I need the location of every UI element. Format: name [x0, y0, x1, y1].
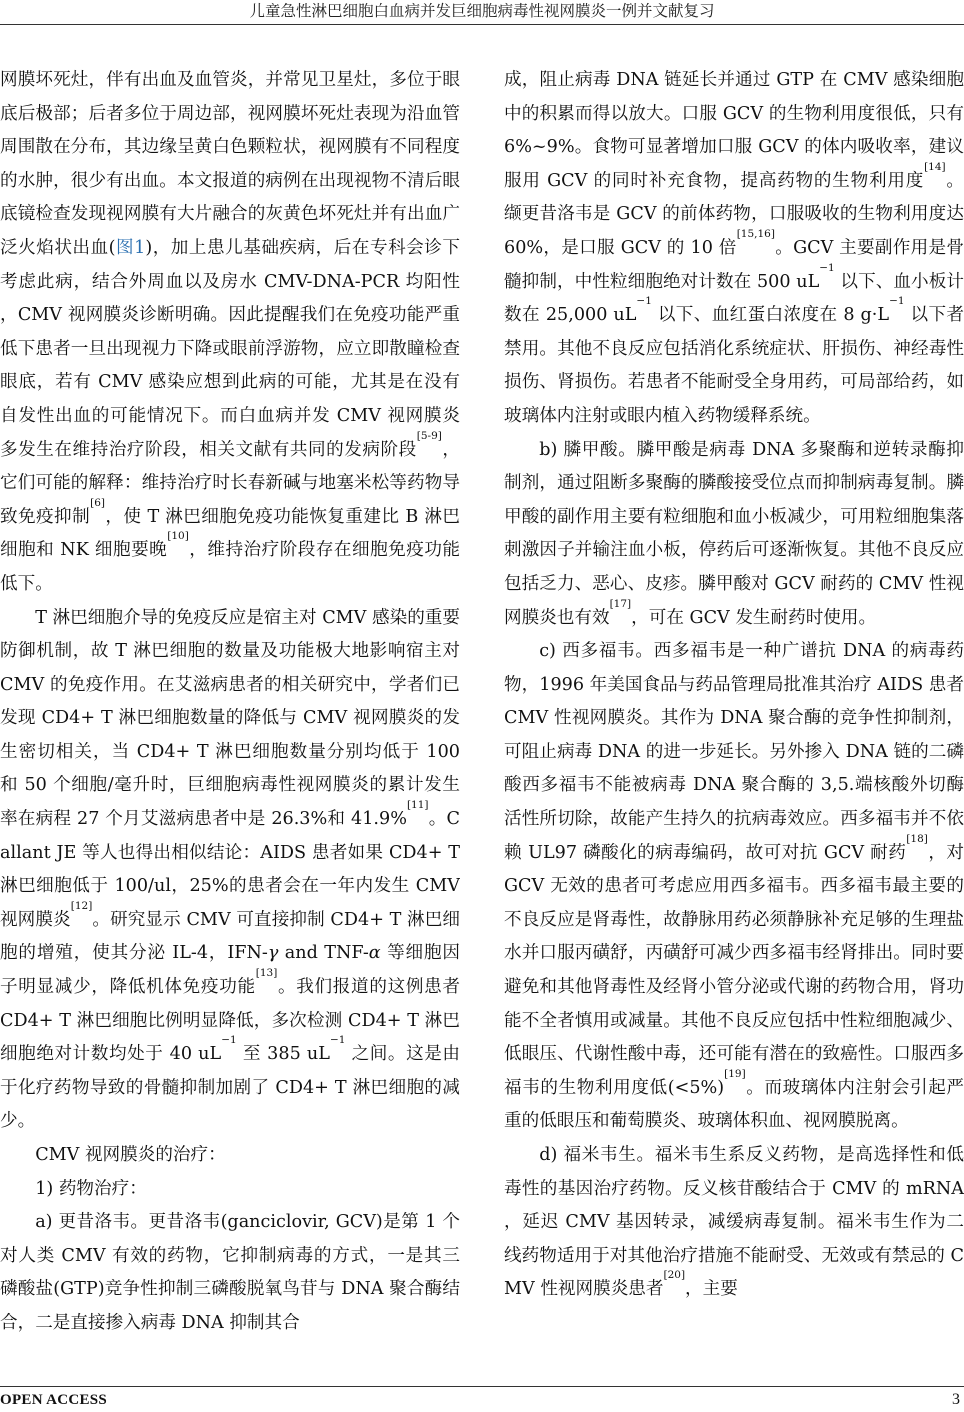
citation-10[interactable]: [10] — [167, 530, 189, 543]
citation-11[interactable]: [11] — [406, 799, 429, 812]
citation-5-9[interactable]: [5-9] — [416, 429, 442, 442]
right-paragraph-cidofovir: c) 西多福韦。西多福韦是一种广谱抗 DNA 的病毒药物，1996 年美国食品与药品管理局批准其治疗 AIDS 患者 CMV 性视网膜炎。其作为 DNA 聚合酶的竞争性抑制剂，可阻止病毒 DNA 的进一步延长。另外掺入 DNA 链的二磷酸西多福韦不能被病毒 DNA 聚合酶的 3,5.端核酸外切酶活性所切除，故能产生持久的抗病毒效应。西多福韦并不依赖 UL97 磷酸化的病毒编码，故可对抗 GCV 耐药[18]，对 GCV 无效的患者可考虑应用西多福韦。西多福韦最主要的不良反应是肾毒性，故静脉用药必须静脉补充足够的生理盐水并口服丙磺舒，丙磺舒可减少西多福韦经肾排出。同时要避免和其他肾毒性及经肾小管分泌或代谢的药物合用，肾功能不全者慎用或减量。其他不良反应包括中性粒细胞减少、低眼压、代谢性酸中毒，还可能有潜在的致癌性。口服西多福韦的生物利用度低(<5%)[19]。而玻璃体内注射会引起严重的低眼压和葡萄膜炎、玻璃体积血、视网膜脱离。 — [504, 641, 964, 1132]
right-column — [504, 64, 964, 1364]
right-paragraph-foscarnet: b) 膦甲酸。膦甲酸是病毒 DNA 多聚酶和逆转录酶抑制剂，通过阻断多聚酶的膦酸接受位点而抑制病毒复制。膦甲酸的副作用主要有粒细胞和血小板减少，可用粒细胞集落刺激因子并输注血小板，停药后可逐渐恢复。其他不良反应包括乏力、恶心、皮疹。膦甲酸对 GCV 耐药的 CMV 性视网膜炎也有效[17]，可在 GCV 发生耐药时使用。 — [504, 439, 964, 628]
figure-1-link[interactable]: 图1 — [115, 237, 146, 258]
citation-17[interactable]: [17] — [609, 597, 632, 610]
right-paragraph-fomivirsen: d) 福米韦生。福米韦生系反义药物，是高选择性和低毒性的基因治疗药物。反义核苷酸结合于 CMV 的 mRNA，延迟 CMV 基因转录，减缓病毒复制。福米韦生作为二线药物适用于对其他治疗措施不能耐受、无效或有禁忌的 CMV 性视网膜炎患者[20]，主要 — [504, 1145, 964, 1300]
citation-13[interactable]: [13] — [255, 967, 278, 980]
drug-therapy-heading: 1) 药物治疗： — [35, 1178, 147, 1199]
left-paragraph-1: 网膜坏死灶，伴有出血及血管炎，并常见卫星灶，多位于眼底后极部；后者多位于周边部，视网膜坏死灶表现为沿血管周围散在分布，其边缘呈黄白色颗粒状，视网膜有不同程度的水肿，很少有出血。本文报道的病例在出现视物不清后眼底镜检查发现视网膜有大片融合的灰黄色坏死灶并有出血广泛火焰状出血(图1)，加上患儿基础疾病，后在专科会诊下考虑此病，结合外周血以及房水 CMV-DNA-PCR 均阳性，CMV 视网膜炎诊断明确。因此提醒我们在免疫功能严重低下患者一旦出现视力下降或眼前浮游物，应立即散瞳检查眼底，若有 CMV 感染应想到此病的可能，尤其是在没有自发性出血的可能情况下。而白血病并发 CMV 视网膜炎多发生在维持治疗阶段，相关文献有共同的发病阶段[5-9]，它们可能的解释：维持治疗时长春新碱与地塞米松等药物导致免疫抑制[6]，使 T 淋巴细胞免疫功能恢复重建比 B 淋巴细胞和 NK 细胞要晚[10]，维持治疗阶段存在细胞免疫功能低下。 — [0, 70, 460, 594]
citation-18[interactable]: [18] — [906, 832, 928, 845]
citation-12[interactable]: [12] — [70, 899, 93, 912]
right-paragraph-1: 成，阻止病毒 DNA 链延长并通过 GTP 在 CMV 感染细胞中的积累而得以放大。口服 GCV 的生物利用度很低，只有 6%~9%。食物可显著增加口服 GCV 的体内吸收率，建议服用 GCV 的同时补充食物，提高药物的生物利用度[14]。缬更昔洛韦是 GCV 的前体药物，口服吸收的生物利用度达 60%，是口服 GCV 的 10 倍[15,16]。GCV 主要副作用是骨髓抑制，中性粒细胞绝对计数在 500 $uL^{-1}$ 以下、血小板计数在 25,000 $uL^{-1}$ 以下、血红蛋白浓度在 8 $g\cdot L^{-1}$ 以下者禁用。其他不良反应包括消化系统症状、肝损伤、神经毒性损伤、肾损伤。若患者不能耐受全身用药，可局部给药，如玻璃体内注射或眼内植入药物缓释系统。 — [504, 70, 964, 426]
citation-15-16[interactable]: [15,16] — [736, 227, 775, 240]
citation-19[interactable]: [19] — [724, 1067, 746, 1080]
header-divider — [0, 24, 964, 25]
citation-20[interactable]: [20] — [663, 1269, 686, 1282]
journal-footer: OPEN ACCESS — [0, 1392, 108, 1408]
page-number: 3 — [952, 1391, 960, 1408]
citation-14[interactable]: [14] — [924, 160, 946, 173]
left-paragraph-ganciclovir: a) 更昔洛韦。更昔洛韦(ganciclovir, GCV)是第 1 个对人类 CMV 有效的药物，它抑制病毒的方式，一是其三磷酸盐(GTP)竞争性抑制三磷酸脱氧鸟苷与 DNA 聚合酶结合，二是直接掺入病毒 DNA 抑制其合 — [0, 1212, 460, 1333]
footer-divider — [0, 1386, 964, 1387]
left-paragraph-2: T 淋巴细胞介导的免疫反应是宿主对 CMV 感染的重要防御机制，故 T 淋巴细胞的数量及功能极大地影响宿主对 CMV 的免疫作用。在艾滋病患者的相关研究中，学者们已发现 CD4+ T 淋巴细胞数量的降低与 CMV 视网膜炎的发生密切相关，当 CD4+ T 淋巴细胞数量分别均低于 100 和 50 个细胞/毫升时，巨细胞病毒性视网膜炎的累计发生率在病程 27 个月艾滋病患者中是 26.3%和 41.9%[11]。Callant JE 等人也得出相似结论：AIDS 患者如果 CD4+ T 淋巴细胞低于 100/ul，25%的患者会在一年内发生 CMV 视网膜炎[12]。研究显示 CMV 可直接抑制 CD4+ T 淋巴细胞的增殖，使其分泌 IL-4，IFN-γ and TNF-α 等细胞因子明显减少，降低机体免疫功能[13]。我们报道的这例患者 CD4+ T 淋巴细胞比例明显降低，多次检测 CD4+ T 淋巴细胞绝对计数均处于 40 $uL^{-1}$ 至 385 $uL^{-1}$ 之间。这是由于化疗药物导致的骨髓抑制加剧了 CD4+ T 淋巴细胞的减少。 — [0, 607, 460, 1132]
running-title: 儿童急性淋巴细胞白血病并发巨细胞病毒性视网膜炎一例并文献复习 — [249, 2, 715, 20]
left-column — [0, 64, 460, 1364]
treatment-heading: CMV 视网膜炎的治疗： — [35, 1145, 226, 1165]
citation-6[interactable]: [6] — [90, 496, 105, 509]
